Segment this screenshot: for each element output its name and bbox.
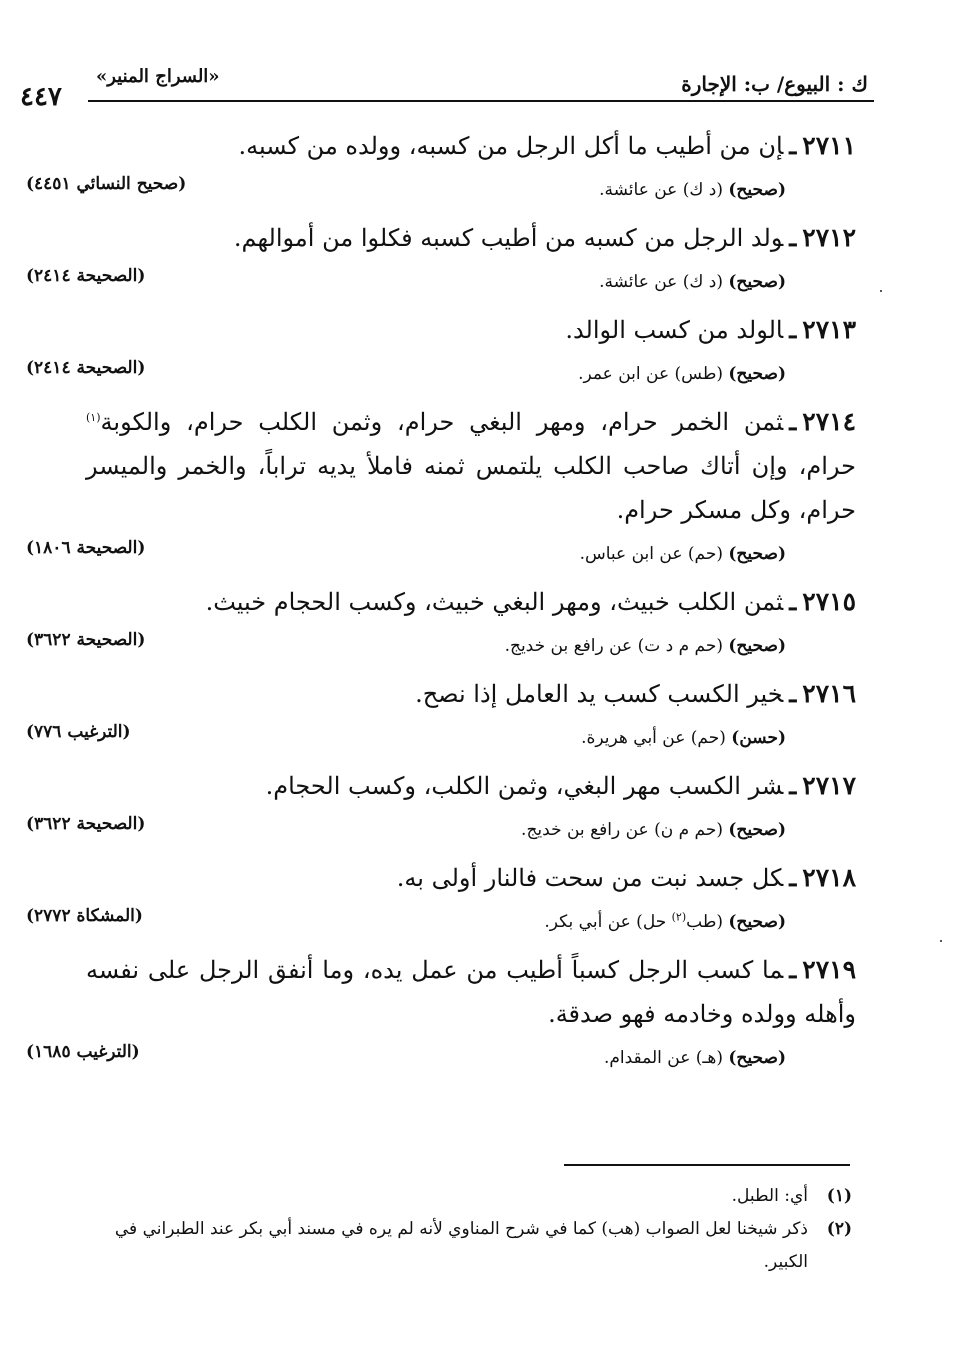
hadith-separator: ـ bbox=[789, 315, 797, 344]
hadith-text bbox=[86, 124, 856, 168]
hadith-2716 bbox=[26, 672, 856, 764]
hadith-body: الولد من كسب الوالد. bbox=[565, 316, 784, 344]
hadith-grade: (صحيح) bbox=[728, 912, 786, 932]
hadith-body: ما كسب الرجل كسباً أطيب من عمل يده، وما أنفق الرجل على نفسه وأهله وولده وخادمه فهو صدقة. bbox=[86, 956, 856, 1028]
hadith-reference: (الصحيحة ٢٤١٤) bbox=[26, 358, 146, 378]
hadith-grade: (صحيح) bbox=[728, 1048, 786, 1068]
hadith-separator: ـ bbox=[789, 587, 797, 616]
hadith-grade-row bbox=[26, 1036, 856, 1084]
hadith-reference: (صحيح النسائي ٤٤٥١) bbox=[26, 174, 187, 194]
chapter-title: ك : البيوع/ ب: الإجارة bbox=[681, 72, 868, 96]
hadith-2715 bbox=[26, 580, 856, 672]
hadith-attribution bbox=[599, 180, 786, 200]
scan-speck bbox=[940, 940, 942, 942]
hadith-attribution bbox=[505, 636, 786, 656]
hadith-separator: ـ bbox=[789, 679, 797, 708]
hadith-grade: (حسن) bbox=[731, 728, 786, 748]
hadith-number: ٢٧١٣ bbox=[802, 315, 856, 344]
book-title: «السراج المنير» bbox=[96, 66, 220, 87]
page-header bbox=[88, 60, 874, 102]
hadith-source: (حم م د ت) عن رافع بن خديج. bbox=[504, 636, 723, 656]
footnote-number: (٢) bbox=[826, 1219, 852, 1239]
hadith-number: ٢٧١٥ bbox=[802, 587, 856, 616]
hadith-2711 bbox=[26, 124, 856, 216]
hadith-reference: (الترغيب ١٦٨٥) bbox=[26, 1042, 140, 1062]
hadith-separator: ـ bbox=[789, 771, 797, 800]
hadith-body: خير الكسب كسب يد العامل إذا نصح. bbox=[415, 680, 784, 708]
footnote-marker: (١) bbox=[86, 411, 101, 424]
hadith-separator: ـ bbox=[789, 131, 797, 160]
hadith-body-part1: ثمن الخمر حرام، ومهر البغي حرام، وثمن الكلب حرام، والكوبة bbox=[100, 408, 784, 436]
hadith-source: (طس) عن ابن عمر. bbox=[578, 364, 723, 384]
hadith-reference: (الصحيحة ١٨٠٦) bbox=[26, 538, 146, 558]
hadith-text bbox=[86, 764, 856, 808]
footnote-1 bbox=[82, 1180, 852, 1213]
hadith-separator: ـ bbox=[789, 863, 797, 892]
hadith-body: ولد الرجل من كسبه من أطيب كسبه فكلوا من أموالهم. bbox=[233, 224, 784, 252]
footnote-text: ذكر شيخنا لعل الصواب (هب) كما في شرح المناوي لأنه لم يره في مسند أبي بكر عند الطبراني في الكبير. bbox=[114, 1219, 808, 1272]
hadith-grade: (صحيح) bbox=[728, 820, 786, 840]
hadith-number: ٢٧١٧ bbox=[802, 771, 856, 800]
hadith-separator: ـ bbox=[789, 223, 797, 252]
hadith-attribution bbox=[604, 1048, 786, 1068]
hadith-body: كل جسد نبت من سحت فالنار أولى به. bbox=[396, 864, 784, 892]
hadith-attribution bbox=[581, 728, 786, 748]
hadith-attribution bbox=[580, 544, 786, 564]
hadith-reference: (المشكاة ٢٧٧٢) bbox=[26, 906, 143, 926]
hadith-source: (هـ) عن المقدام. bbox=[603, 1048, 723, 1068]
hadith-list bbox=[26, 124, 856, 1084]
hadith-body: إن من أطيب ما أكل الرجل من كسبه، وولده من كسبه. bbox=[238, 132, 784, 160]
footnote-marker: (٢) bbox=[671, 910, 687, 924]
hadith-text bbox=[86, 308, 856, 352]
hadith-reference: (الصحيحة ٢٤١٤) bbox=[26, 266, 146, 286]
hadith-source: (حم) عن ابن عباس. bbox=[579, 544, 723, 564]
hadith-grade-row bbox=[26, 352, 856, 400]
footnote-2 bbox=[82, 1213, 852, 1279]
hadith-2713 bbox=[26, 308, 856, 400]
footnote-divider bbox=[564, 1164, 850, 1166]
hadith-text bbox=[86, 216, 856, 260]
hadith-grade: (صحيح) bbox=[728, 636, 786, 656]
hadith-source-part2: حل) عن أبي بكر. bbox=[544, 912, 672, 932]
hadith-grade-row bbox=[26, 808, 856, 856]
hadith-grade: (صحيح) bbox=[728, 180, 786, 200]
hadith-2719 bbox=[26, 948, 856, 1084]
scan-speck bbox=[880, 290, 882, 292]
hadith-grade-row bbox=[26, 532, 856, 580]
hadith-attribution bbox=[521, 820, 786, 840]
hadith-number: ٢٧١٢ bbox=[802, 223, 856, 252]
hadith-number: ٢٧١٦ bbox=[802, 679, 856, 708]
hadith-2717 bbox=[26, 764, 856, 856]
hadith-grade-row bbox=[26, 168, 856, 216]
hadith-reference: (الصحيحة ٣٦٢٢) bbox=[26, 814, 146, 834]
hadith-text bbox=[86, 948, 856, 1036]
hadith-2718 bbox=[26, 856, 856, 948]
hadith-number: ٢٧١٤ bbox=[802, 407, 856, 436]
hadith-grade: (صحيح) bbox=[728, 364, 786, 384]
footnotes bbox=[82, 1180, 852, 1279]
page-number: ٤٤٧ bbox=[20, 82, 62, 112]
hadith-grade-row bbox=[26, 624, 856, 672]
hadith-separator: ـ bbox=[789, 955, 797, 984]
hadith-number: ٢٧١١ bbox=[802, 131, 856, 160]
footnote-text: أي: الطبل. bbox=[731, 1186, 808, 1206]
hadith-source: (د ك) عن عائشة. bbox=[599, 180, 723, 200]
hadith-attribution bbox=[544, 912, 786, 932]
hadith-grade: (صحيح) bbox=[728, 544, 786, 564]
hadith-number: ٢٧١٩ bbox=[802, 955, 856, 984]
hadith-body: شر الكسب مهر البغي، وثمن الكلب، وكسب الحجام. bbox=[265, 772, 784, 800]
hadith-source-part1: (طب bbox=[686, 912, 723, 932]
hadith-grade: (صحيح) bbox=[728, 272, 786, 292]
hadith-source: (حم م ن) عن رافع بن خديج. bbox=[521, 820, 723, 840]
hadith-source: (حم) عن أبي هريرة. bbox=[581, 728, 726, 748]
hadith-separator: ـ bbox=[789, 407, 797, 436]
hadith-body: ثمن الكلب خبيث، ومهر البغي خبيث، وكسب الحجام خبيث. bbox=[205, 588, 784, 616]
hadith-grade-row bbox=[26, 716, 856, 764]
hadith-attribution bbox=[599, 272, 786, 292]
hadith-2712 bbox=[26, 216, 856, 308]
hadith-attribution bbox=[578, 364, 786, 384]
hadith-number: ٢٧١٨ bbox=[802, 863, 856, 892]
hadith-grade-row bbox=[26, 900, 856, 948]
hadith-body-part2: حرام، وإن أتاك صاحب الكلب يلتمس ثمنه فاملأ يديه تراباً، والخمر والميسر حرام، وكل مسكر حرام. bbox=[86, 452, 856, 524]
hadith-grade-row bbox=[26, 260, 856, 308]
hadith-text bbox=[86, 856, 856, 900]
hadith-2714 bbox=[26, 400, 856, 580]
hadith-reference: (الترغيب ٧٧٦) bbox=[26, 722, 131, 742]
hadith-text bbox=[86, 400, 856, 532]
hadith-reference: (الصحيحة ٣٦٢٢) bbox=[26, 630, 146, 650]
footnote-number: (١) bbox=[826, 1186, 852, 1206]
hadith-text bbox=[86, 672, 856, 716]
hadith-text bbox=[86, 580, 856, 624]
hadith-source: (د ك) عن عائشة. bbox=[599, 272, 723, 292]
